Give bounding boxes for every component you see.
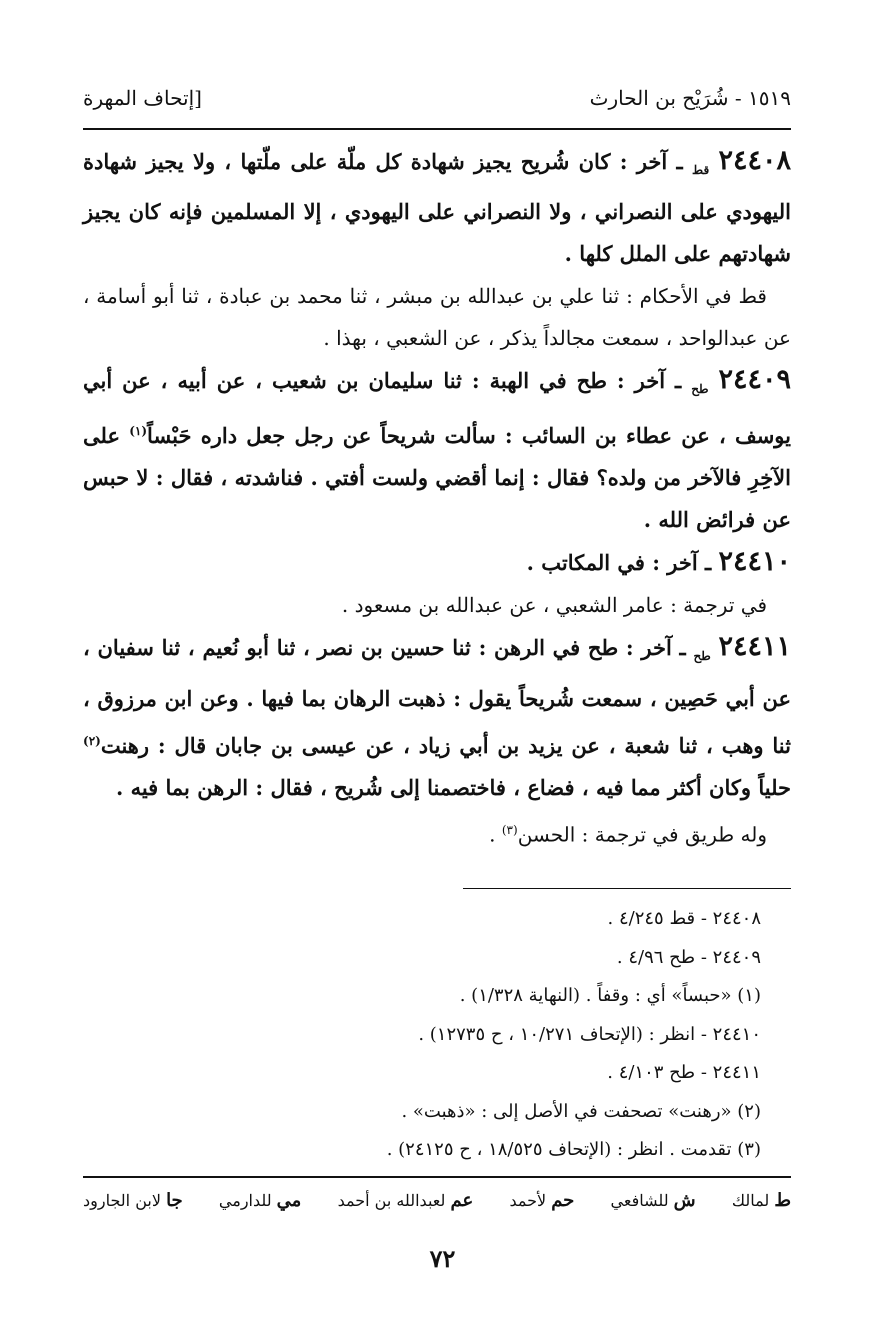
hadith-entry [83, 541, 791, 584]
hadith-entry [83, 140, 791, 275]
footnote-ref: (٢) [83, 733, 101, 748]
entry-text: ـ آخر : كان شُريح يجيز شهادة كل ملّة على ملّتها ، ولا يجيز شهادة اليهودي على النصراني ، ولا النصراني على اليهودي ، إلا المسلمين فإنه كان يجيز شهادتهم على الملل كلها . [83, 149, 791, 267]
running-header [83, 86, 791, 110]
legend-label: للدارمي [218, 1191, 272, 1210]
entry-text-continued: على الآخِرِ فالآخر من ولده؟ فقال : إنما أقضي ولست أفتي . فناشدته ، فقال : لا حبس عن فرائض الله . [83, 423, 791, 533]
hadith-entry [83, 359, 791, 541]
legend-label: للشافعي [610, 1191, 669, 1210]
header-chapter-title: ١٥١٩ - شُرَيْح بن الحارث [589, 86, 791, 110]
isnad-text [83, 809, 791, 856]
legend-label: لعبدالله بن أحمد [337, 1191, 446, 1210]
legend-divider [83, 1176, 791, 1178]
footnotes [83, 900, 761, 1170]
abbreviation-legend [83, 1190, 791, 1211]
legend-item [732, 1190, 791, 1211]
source-tag: طح [693, 649, 711, 664]
entry-number: ٢٤٤١١ [718, 631, 791, 663]
legend-label: لمالك [731, 1191, 770, 1210]
entry-number: ٢٤٤١٠ [718, 546, 791, 578]
footnote: (٣) تقدمت . انظر : (الإتحاف ١٨/٥٢٥ ، ح ٢٤١٢٥) . [386, 1139, 761, 1160]
footnote-ref: (٣) [501, 822, 518, 837]
entry-number: ٢٤٤٠٩ [718, 364, 792, 396]
legend-label: لابن الجارود [83, 1191, 161, 1210]
footnote-divider [463, 888, 791, 889]
footnote: (٢) «رهنت» تصحفت في الأصل إلى : «ذهبت» . [401, 1100, 761, 1122]
legend-abbr: عم [450, 1190, 474, 1211]
source-tag: قط [692, 163, 710, 178]
legend-abbr: مي [276, 1190, 302, 1211]
isnad-text-part: وله طريق في ترجمة : الحسن [517, 822, 767, 847]
isnad-text: في ترجمة : عامر الشعبي ، عن عبدالله بن مسعود . [341, 593, 767, 618]
isnad-text: قط في الأحكام : ثنا علي بن عبدالله بن مبشر ، ثنا محمد بن عبادة ، ثنا أبو أسامة ، عن عبدالواحد ، سمعت مجالداً يذكر ، عن الشعبي ، بهذا . [83, 284, 791, 351]
page-number: ٧٢ [429, 1244, 456, 1273]
footnote: (١) «حبساً» أي : وقفاً . (النهاية ١/٣٢٨) . [459, 985, 761, 1006]
entry-text: ـ آخر : طح في الرهن : ثنا حسين بن نصر ، ثنا أبو نُعيم ، ثنا سفيان ، عن أبي حَصِين ، سمعت شُريحاً يقول : ذهبت الرهان بما فيها . وعن ابن مرزوق ، ثنا وهب ، ثنا شعبة ، عن يزيد بن أبي زياد ، عن عيسى بن جابان قال : رهنت [83, 635, 791, 758]
legend-item [509, 1190, 574, 1211]
legend-item [83, 1190, 183, 1211]
legend-abbr: جا [166, 1190, 183, 1211]
legend-abbr: حم [551, 1190, 575, 1211]
isnad-text-end: . [489, 822, 502, 847]
legend-item [219, 1190, 301, 1211]
header-book-title: [إتحاف المهرة [83, 86, 202, 110]
legend-item [611, 1190, 696, 1211]
footnote-ref: (١) [129, 424, 148, 439]
source-tag: طح [691, 382, 709, 397]
header-divider [83, 128, 791, 130]
footnote: ٢٤٤٠٨ - قط ٤/٢٤٥ . [607, 908, 761, 929]
main-text [83, 140, 791, 855]
entry-text-continued: حلياً وكان أكثر مما فيه ، فضاع ، فاختصمنا إلى شُريح ، فقال : الرهن بما فيه . [115, 774, 791, 800]
legend-label: لأحمد [509, 1191, 547, 1210]
entry-text: ـ آخر : طح في الهبة : ثنا سليمان بن شعيب ، عن أبيه ، عن أبي يوسف ، عن عطاء بن السائب : سألت شريحاً عن رجل جعل داره حَبْساً [83, 368, 791, 449]
legend-item [338, 1190, 474, 1211]
entry-text: ـ آخر : في المكاتب . [526, 550, 712, 576]
legend-abbr: ط [774, 1190, 791, 1211]
footnote: ٢٤٤٠٩ - طح ٤/٩٦ . [616, 946, 761, 968]
hadith-entry [83, 626, 791, 808]
legend-abbr: ش [673, 1190, 696, 1211]
footnote: ٢٤٤١٠ - انظر : (الإتحاف ١٠/٢٧١ ، ح ١٢٧٣٥) . [418, 1023, 761, 1045]
entry-number: ٢٤٤٠٨ [718, 145, 792, 176]
footnote: ٢٤٤١١ - طح ٤/١٠٣ . [607, 1062, 761, 1083]
